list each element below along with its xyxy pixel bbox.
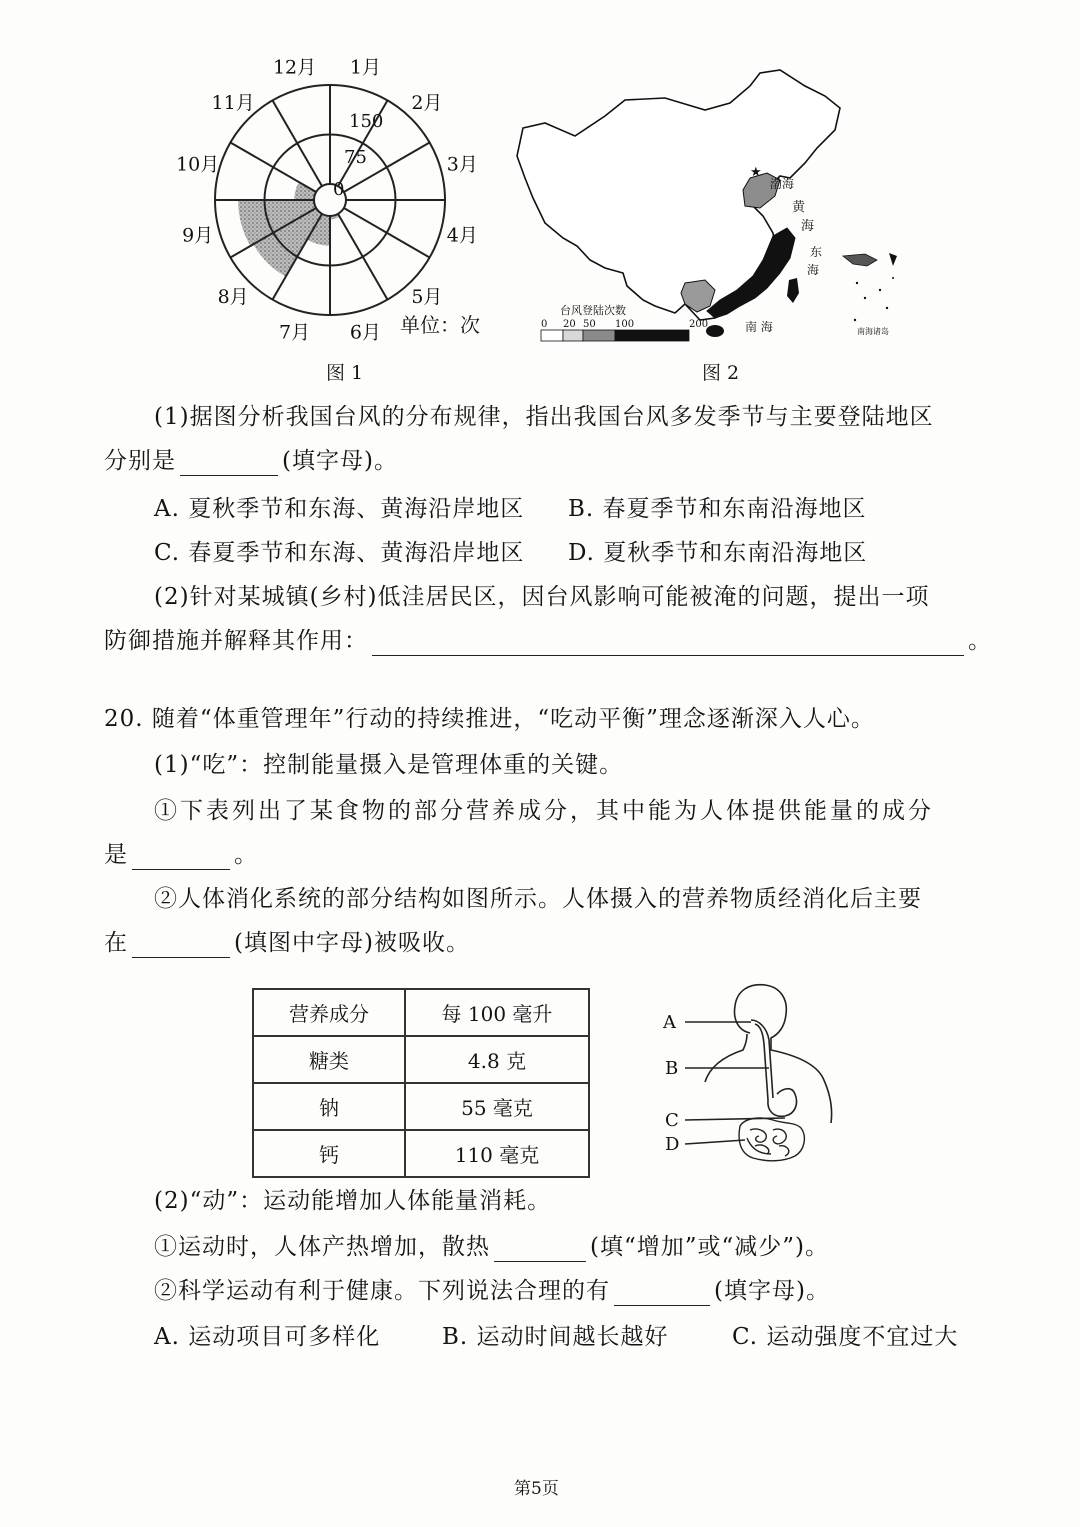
month-label: 4月 [446, 224, 478, 247]
q19-answer-blank-2[interactable] [372, 631, 964, 656]
month-label: 3月 [446, 153, 478, 176]
label-bohai: 渤海 [770, 177, 795, 191]
fig1-unit: 单位：次 [400, 313, 480, 337]
q20-part1: (1)“吃”：控制能量摄入是管理体重的关键。 [154, 752, 624, 778]
q20-answer-blank-3[interactable] [494, 1237, 586, 1262]
month-label: 11月 [211, 92, 255, 115]
digestive-system-diagram [655, 978, 845, 1178]
table-cell: 110 毫克 [405, 1130, 589, 1177]
q20-d1: ①运动时，人体产热增加，散热 (填“增加”或“减少”)。 [154, 1234, 829, 1260]
q19-option-b: B. 春夏季节和东南沿海地区 [568, 496, 867, 522]
nutrition-table [252, 988, 590, 1178]
q19-option-a: A. 夏秋季节和东海、黄海沿岸地区 [154, 496, 525, 522]
legend-tick-0: 0 [541, 319, 548, 330]
label-huanghai-1: 黄 [792, 200, 806, 215]
label-huanghai-2: 海 [801, 219, 815, 234]
table-row [253, 1036, 589, 1083]
q20-answer-blank-1[interactable] [132, 845, 230, 870]
month-label: 1月 [349, 56, 382, 79]
table-cell: 4.8 克 [405, 1036, 589, 1083]
month-label: 6月 [349, 321, 382, 344]
month-label: 10月 [176, 153, 220, 176]
month-label: 7月 [278, 321, 311, 344]
q20-answer-blank-4[interactable] [614, 1281, 710, 1306]
table-cell: 55 毫克 [405, 1083, 589, 1130]
q19-part1-line2: 分别是 (填字母)。 [104, 448, 398, 474]
q20-option-a: A. 运动项目可多样化 [154, 1324, 381, 1350]
table-cell: 糖类 [253, 1036, 405, 1083]
legend-swatch-3 [615, 330, 689, 341]
q20-c1-line2: 是 。 [104, 842, 258, 868]
month-label: 9月 [182, 224, 214, 247]
q20-option-b: B. 运动时间越长越好 [442, 1324, 669, 1350]
neck-front [705, 1034, 747, 1082]
q20-c1-line1: ①下表列出了某食物的部分营养成分，其中能为人体提供能量的成分 [154, 798, 934, 824]
head-outline [735, 985, 832, 1123]
q20-answer-blank-2[interactable] [132, 933, 230, 958]
scale-label-75: 75 [344, 147, 367, 168]
scale-label-0: 0 [333, 179, 345, 200]
legend-title: 台风登陆次数 [560, 304, 626, 317]
fig1-typhoon-rose-chart [176, 56, 520, 360]
legend-swatch-2 [583, 330, 615, 341]
table-cell: 钙 [253, 1130, 405, 1177]
table-row [253, 1130, 589, 1177]
fig2-china-typhoon-map [505, 68, 905, 358]
fig2-caption: 图 2 [702, 362, 740, 384]
label-nanhai: 南 海 [745, 320, 773, 334]
legend-tick-50: 50 [583, 319, 596, 330]
scale-label-150: 150 [349, 111, 384, 132]
q19-answer-blank-1[interactable] [180, 451, 278, 476]
capital-star: ★ [750, 165, 762, 180]
nanhai-inset [843, 253, 897, 336]
organ-label-b: B [665, 1058, 679, 1079]
q20-d2: ②科学运动有利于健康。下列说法合理的有 (填字母)。 [154, 1278, 830, 1304]
table-header: 营养成分 [253, 989, 405, 1036]
taiwan-island [787, 278, 799, 303]
q20-c2-line1: ②人体消化系统的部分结构如图所示。人体摄入的营养物质经消化后主要 [154, 886, 922, 912]
rose-spoke [344, 208, 430, 258]
q20-option-c: C. 运动强度不宜过大 [732, 1324, 959, 1350]
label-nanhai-islands: 南海诸岛 [857, 327, 889, 336]
page-number: 第5页 [514, 1479, 559, 1499]
month-label: 12月 [272, 56, 317, 79]
legend-tick-20: 20 [563, 319, 576, 330]
q19-option-c: C. 春夏季节和东海、黄海沿岸地区 [154, 540, 525, 566]
legend-swatch-1 [563, 330, 583, 341]
organ-label-d: D [665, 1134, 680, 1155]
legend-swatch-0 [541, 330, 563, 341]
q19-part1-line1: (1)据图分析我国台风的分布规律，指出我国台风多发季节与主要登陆地区 [154, 404, 934, 430]
organ-label-a: A [663, 1012, 676, 1033]
table-header-row [253, 989, 589, 1036]
rose-spoke [230, 143, 316, 193]
q19-part2-line1: (2)针对某城镇(乡村)低洼居民区，因台风影响可能被淹的问题，提出一项 [154, 584, 930, 610]
rose-spoke [338, 214, 388, 300]
table-row [253, 1083, 589, 1130]
q20-c2-line2: 在 (填图中字母)被吸收。 [104, 930, 470, 956]
label-donghai-1: 东 [810, 245, 823, 259]
table-cell: 钠 [253, 1083, 405, 1130]
month-label: 2月 [411, 92, 443, 115]
rose-spoke [273, 100, 323, 186]
fig1-caption: 图 1 [326, 362, 364, 384]
q20-part2: (2)“动”：运动能增加人体能量消耗。 [154, 1188, 552, 1214]
label-donghai-2: 海 [807, 263, 820, 277]
legend-tick-100: 100 [615, 319, 635, 330]
q19-option-d: D. 夏秋季节和东南沿海地区 [568, 540, 868, 566]
organ-label-c: C [665, 1110, 679, 1131]
q20-stem: 20. 随着“体重管理年”行动的持续推进，“吃动平衡”理念逐渐深入人心。 [104, 706, 875, 732]
intestines [739, 1118, 804, 1161]
q19-part2-line2: 防御措施并解释其作用： 。 [104, 628, 992, 654]
legend-tick-200: 200 [689, 319, 709, 330]
table-header: 每 100 毫升 [405, 989, 589, 1036]
month-label: 8月 [217, 285, 249, 308]
hainan-island [706, 325, 724, 337]
month-label: 5月 [411, 285, 443, 308]
